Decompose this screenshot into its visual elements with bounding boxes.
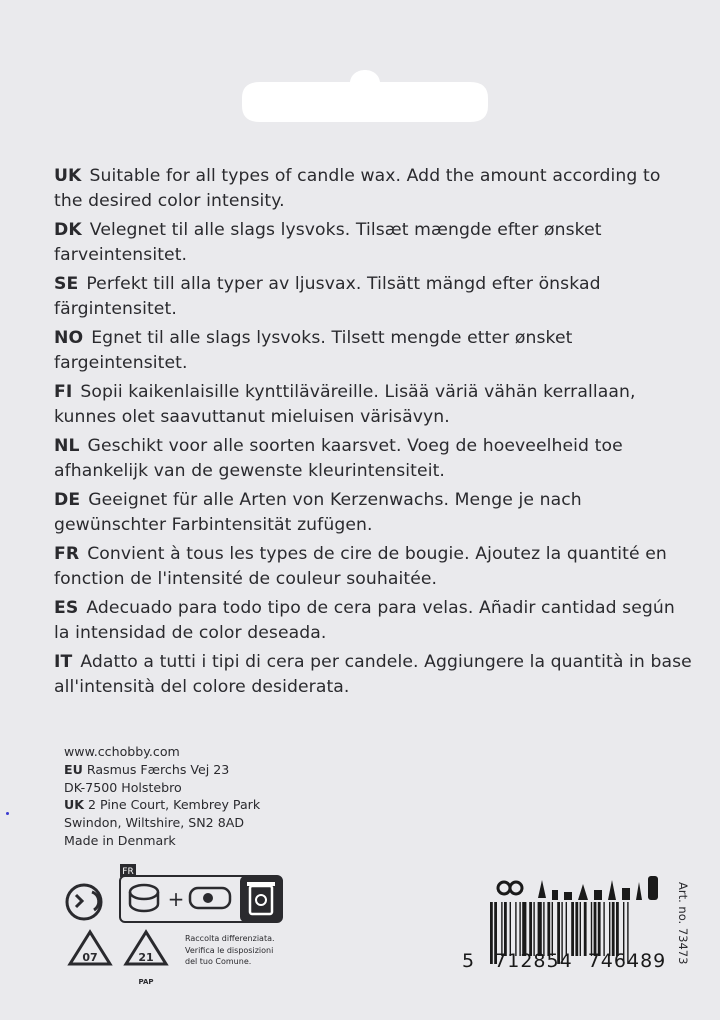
- language-code: UK: [54, 166, 82, 186]
- barcode-bar: [575, 902, 578, 956]
- article-number: Art. no. 73473: [676, 882, 690, 965]
- info-tri-label: [120, 864, 282, 922]
- barcode-bar: [580, 902, 581, 956]
- instruction-dk: [54, 218, 694, 268]
- craft-tools-icon: [498, 876, 658, 900]
- language-code: ES: [54, 598, 79, 618]
- barcode-lead-digit: 5: [462, 950, 476, 972]
- barcode-bar: [522, 902, 526, 956]
- barcode-bar: [612, 902, 615, 956]
- barcode-bar: [533, 902, 534, 956]
- instruction-text: Geeignet für alle Arten von Kerzenwachs. Menge je nach gewünschter Farbintensität zufügen.: [54, 490, 582, 535]
- language-code: NO: [54, 328, 84, 348]
- instruction-no: [54, 326, 694, 376]
- uk-address-line-2: Swindon, Wiltshire, SN2 8AD: [64, 815, 245, 831]
- barcode-bar: [552, 902, 553, 956]
- eu-address-line-2: DK-7500 Holstebro: [64, 779, 182, 795]
- instruction-text: Geschikt voor alle soorten kaarsvet. Voeg de hoeveelheid toe afhankelijk van de gewenste kleurintensiteit.: [54, 436, 623, 481]
- eu-street: Rasmus Færchs Vej 23: [86, 761, 230, 777]
- barcode-bar: [584, 902, 587, 956]
- instruction-it: [54, 650, 694, 700]
- uk-label: UK: [64, 797, 84, 813]
- eu-label: EU: [64, 761, 83, 777]
- fr-label: FR: [122, 867, 134, 877]
- barcode-bar: [591, 902, 592, 956]
- language-code: NL: [54, 436, 80, 456]
- instruction-text: Sopii kaikenlaisille kynttiläväreille. Lisää väriä vähän kerrallaan, kunnes olet saavuttanut mieluisen värisävyn.: [54, 382, 636, 427]
- barcode-bar: [547, 902, 550, 956]
- language-code: IT: [54, 652, 73, 672]
- barcode-bar: [515, 902, 516, 956]
- made-in-text: Made in Denmark: [64, 832, 176, 848]
- instruction-text: Egnet til alle slags lysvoks. Tilsett mengde etter ønsket fargeintensitet.: [54, 328, 573, 373]
- barcode-bar: [603, 902, 604, 956]
- language-code: FR: [54, 544, 80, 564]
- multilingual-instructions: [54, 164, 694, 704]
- manufacturer-address: [64, 743, 364, 850]
- language-code: DE: [54, 490, 81, 510]
- recycling-caption: [185, 933, 305, 968]
- instruction-fi: [54, 380, 694, 430]
- eu-address-line-1: [64, 761, 364, 779]
- hang-tab-hole: [242, 58, 488, 124]
- instruction-text: Convient à tous les types de cire de bougie. Ajoutez la quantité en fonction de l'intensité de couleur souhaitée.: [54, 544, 667, 589]
- instruction-text: Adecuado para todo tipo de cera para velas. Añadir cantidad según la intensidad de color deseada.: [54, 598, 675, 643]
- recycling-caption-line-3: del tuo Comune.: [185, 957, 252, 966]
- instruction-fr: [54, 542, 694, 592]
- barcode-bar: [571, 902, 574, 956]
- barcode-bar: [566, 902, 567, 956]
- pap-label: PAP: [138, 978, 154, 986]
- barcode-bar: [609, 902, 610, 956]
- uk-address-line-1: [64, 796, 364, 814]
- svg-text:+: +: [167, 887, 185, 911]
- barcode-bar: [529, 902, 532, 956]
- recycling-caption-line-1: Raccolta differenziata.: [185, 934, 275, 943]
- instruction-es: [54, 596, 694, 646]
- language-code: DK: [54, 220, 82, 240]
- barcode-bar: [616, 902, 619, 956]
- language-code: SE: [54, 274, 79, 294]
- instruction-text: Suitable for all types of candle wax. Add the amount according to the desired color intensity.: [54, 166, 661, 211]
- instruction-nl: [54, 434, 694, 484]
- uk-street: 2 Pine Court, Kembrey Park: [88, 797, 261, 813]
- recycle-code-1: 07: [82, 951, 98, 964]
- barcode-bar: [538, 902, 542, 956]
- triman-icon: [67, 885, 101, 919]
- recycling-caption-line-2: Verifica le disposizioni: [185, 945, 274, 955]
- barcode-bar: [594, 902, 597, 956]
- recycling-symbols: [62, 862, 302, 992]
- recycle-code-2: 21: [138, 951, 154, 964]
- barcode-bar: [598, 902, 601, 956]
- barcode-bar: [510, 902, 511, 956]
- instruction-text: Perfekt till alla typer av ljusvax. Tilsätt mängd efter önskad färgintensitet.: [54, 274, 601, 319]
- language-code: FI: [54, 382, 73, 402]
- barcode-bar: [501, 902, 502, 956]
- website-text: www.cchobby.com: [64, 744, 180, 759]
- instruction-uk: [54, 164, 694, 214]
- barcode-number: [462, 950, 666, 972]
- print-mark: [6, 812, 9, 815]
- instruction-se: [54, 272, 694, 322]
- barcode-group-2: 746489: [587, 950, 667, 972]
- barcode-group-1: 712854: [494, 950, 573, 972]
- barcode-bar: [504, 902, 507, 956]
- instruction-text: Velegnet til alle slags lysvoks. Tilsæt mængde efter ønsket farveintensitet.: [54, 220, 602, 265]
- barcode-bar: [519, 902, 520, 956]
- instruction-de: [54, 488, 694, 538]
- barcode-bar: [543, 902, 544, 956]
- instruction-text: Adatto a tutti i tipi di cera per candele. Aggiungere la quantità in base all'intensità del colore desiderata.: [54, 652, 692, 697]
